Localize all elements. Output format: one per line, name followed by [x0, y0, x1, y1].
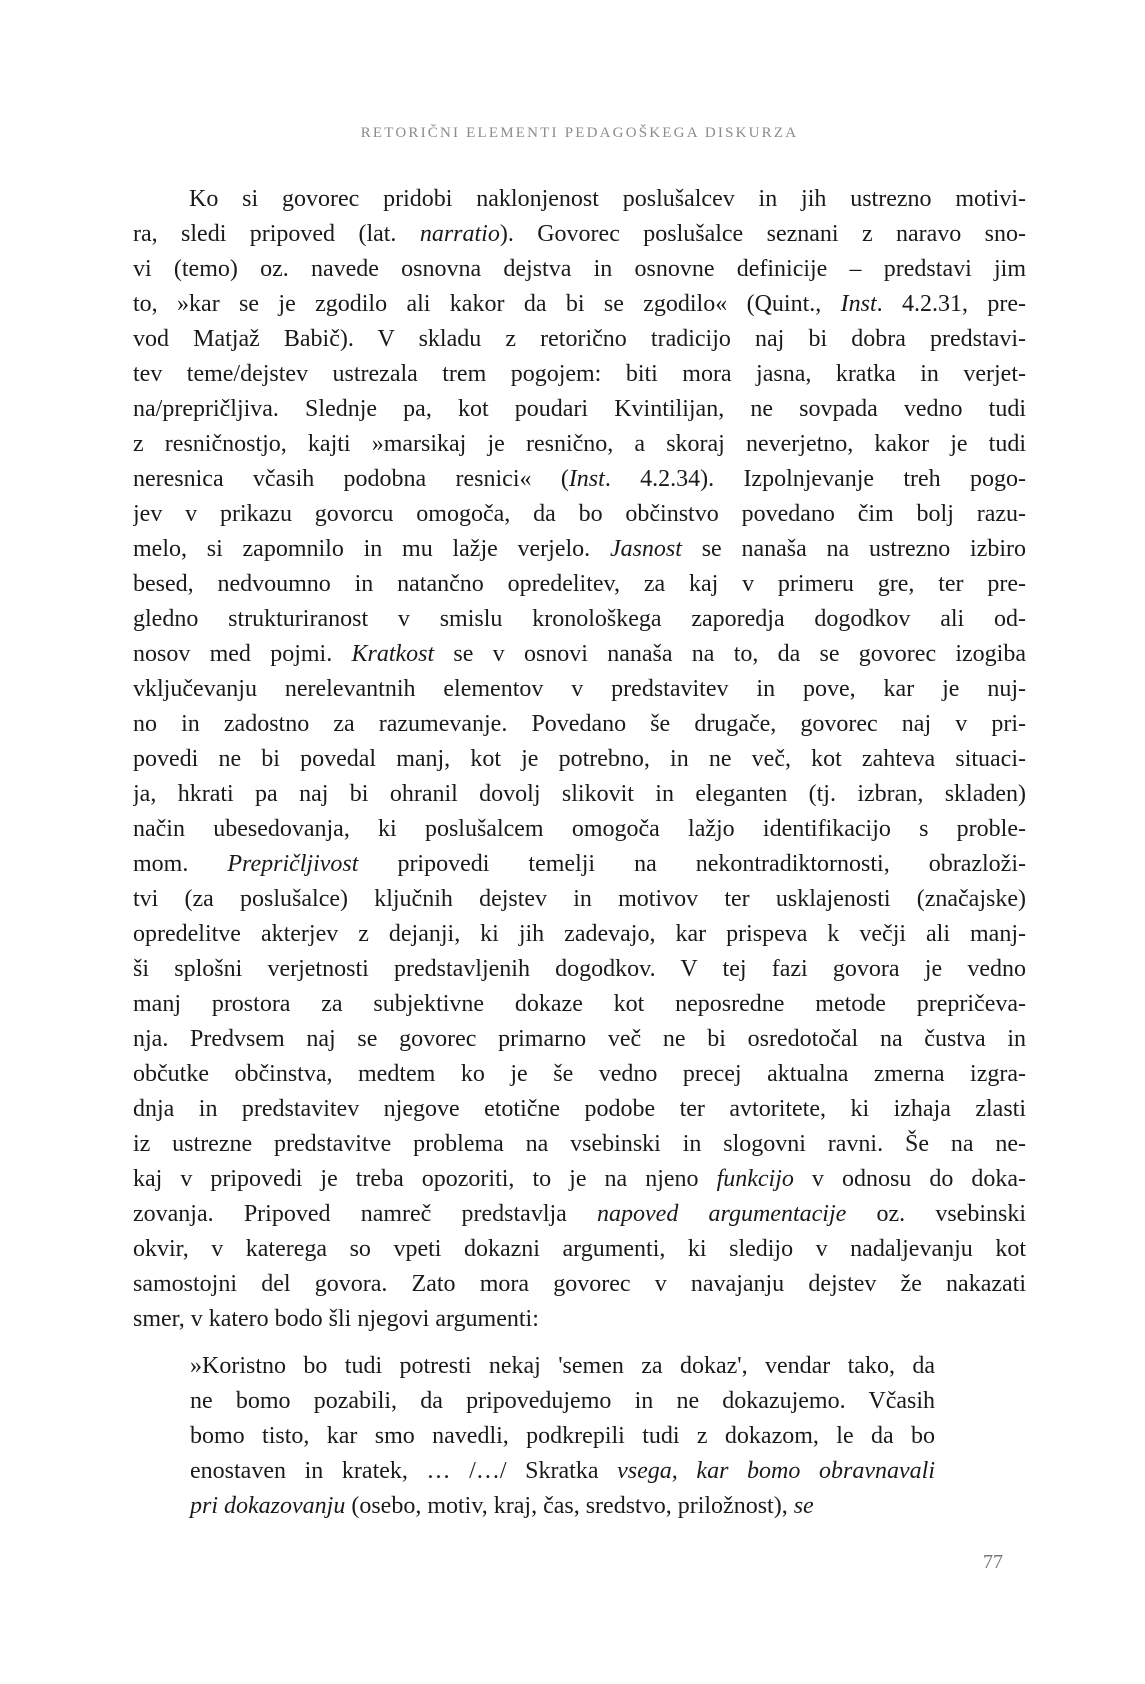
text-segment: to, »kar se je zgodilo ali kakor da bi se zgodilo« (Quint., — [133, 291, 841, 317]
text-line — [190, 1489, 935, 1524]
italic-text-segment: pri dokazovanju — [190, 1493, 346, 1519]
text-segment: vključevanju nerelevantnih elementov v predstavitev in pove, kar je nuj- — [133, 676, 1026, 702]
text-line — [133, 882, 1026, 917]
text-line — [133, 1162, 1026, 1197]
running-head: RETORIČNI ELEMENTI PEDAGOŠKEGA DISKURZA — [360, 125, 799, 141]
text-segment: samostojni del govora. Zato mora govorec v navajanju dejstev že nakazati — [133, 1271, 1026, 1297]
text-line — [133, 567, 1026, 602]
text-segment: okvir, v katerega so vpeti dokazni argumenti, ki sledijo v nadaljevanju kot — [133, 1236, 1026, 1262]
text-line — [190, 1419, 935, 1454]
main-paragraph — [133, 182, 1026, 1337]
italic-text-segment: narratio — [419, 221, 500, 247]
text-segment: oz. vsebinski — [846, 1201, 1026, 1227]
text-segment: . 4.2.34). Izpolnjevanje treh pogo- — [604, 466, 1026, 492]
text-segment: se nanaša na ustrezno izbiro — [681, 536, 1026, 562]
italic-text-segment: vsega, kar bomo obravnavali — [617, 1458, 936, 1484]
text-line — [133, 287, 1026, 322]
text-segment: zovanja. Pripoved namreč predstavlja — [133, 1201, 598, 1227]
text-segment: bomo tisto, kar smo navedli, podkrepili tudi z dokazom, le da bo — [190, 1423, 935, 1449]
text-line — [133, 1267, 1026, 1302]
text-line — [133, 742, 1026, 777]
text-line — [133, 392, 1026, 427]
text-segment: ra, sledi pripoved (lat. — [133, 221, 420, 247]
text-segment: nosov med pojmi. — [133, 641, 352, 667]
text-line — [133, 952, 1026, 987]
text-line — [133, 707, 1026, 742]
text-line — [133, 532, 1026, 567]
italic-text-segment: Jasnost — [609, 536, 682, 562]
text-segment: ja, hkrati pa naj bi ohranil dovolj slikovit in eleganten (tj. izbran, skladen) — [133, 781, 1026, 807]
italic-text-segment: Prepričljivost — [227, 851, 359, 877]
text-line — [133, 917, 1026, 952]
text-segment: »Koristno bo tudi potresti nekaj 'semen za dokaz', vendar tako, da — [190, 1353, 935, 1379]
text-line — [133, 602, 1026, 637]
text-line — [133, 672, 1026, 707]
text-line — [133, 322, 1026, 357]
text-segment: vod Matjaž Babič). V skladu z retorično tradicijo naj bi dobra predstavi- — [133, 326, 1026, 352]
text-segment: jev v prikazu govorcu omogoča, da bo občinstvo povedano čim bolj razu- — [133, 501, 1026, 527]
text-segment: ). Govorec poslušalce seznani z naravo sno- — [499, 221, 1026, 247]
text-segment: na/prepričljiva. Slednje pa, kot poudari Kvintilijan, ne sovpada vedno tudi — [133, 396, 1026, 422]
text-line — [133, 357, 1026, 392]
text-segment: neresnica včasih podobna resnici« ( — [133, 466, 569, 492]
text-segment: Ko si govorec pridobi naklonjenost poslušalcev in jih ustrezno motivi- — [189, 186, 1026, 212]
italic-text-segment: Kratkost — [351, 641, 435, 667]
text-line — [133, 1302, 1026, 1337]
text-segment: gledno strukturiranost v smislu kronološkega zaporedja dogodkov ali od- — [133, 606, 1026, 632]
text-segment: mom. — [133, 851, 228, 877]
text-line — [133, 1022, 1026, 1057]
text-line — [133, 812, 1026, 847]
text-segment: besed, nedvoumno in natančno opredelitev, za kaj v primeru gre, ter pre- — [133, 571, 1026, 597]
text-segment: kaj v pripovedi je treba opozoriti, to je na njeno — [133, 1166, 717, 1192]
text-segment: tvi (za poslušalce) ključnih dejstev in motivov ter usklajenosti (značajske) — [133, 886, 1026, 912]
text-line — [133, 1092, 1026, 1127]
text-line — [190, 1454, 935, 1489]
text-line — [133, 497, 1026, 532]
text-segment: dnja in predstavitev njegove etotične podobe ter avtoritete, ki izhaja zlasti — [133, 1096, 1026, 1122]
text-segment: iz ustrezne predstavitve problema na vsebinski in slogovni ravni. Še na ne- — [133, 1131, 1026, 1157]
text-line — [133, 637, 1026, 672]
text-segment: v odnosu do doka- — [793, 1166, 1026, 1192]
text-segment: povedi ne bi povedal manj, kot je potrebno, in ne več, kot zahteva situaci- — [133, 746, 1026, 772]
text-segment: občutke občinstva, medtem ko je še vedno precej aktualna zmerna izgra- — [133, 1061, 1026, 1087]
text-line — [133, 462, 1026, 497]
text-segment: smer, v katero bodo šli njegovi argumenti: — [133, 1306, 539, 1332]
text-line — [133, 777, 1026, 812]
block-quote — [190, 1349, 935, 1524]
italic-text-segment: se — [793, 1493, 814, 1519]
text-segment: ši splošni verjetnosti predstavljenih dogodkov. V tej fazi govora je vedno — [133, 956, 1026, 982]
italic-text-segment: funkcijo — [716, 1166, 794, 1192]
text-line — [133, 427, 1026, 462]
text-segment: pripovedi temelji na nekontradiktornosti, obrazloži- — [358, 851, 1026, 877]
text-line — [133, 217, 1026, 252]
text-segment: melo, si zapomnilo in mu lažje verjelo. — [133, 536, 610, 562]
text-line — [133, 847, 1026, 882]
text-segment: (osebo, motiv, kraj, čas, sredstvo, priložnost), — [345, 1493, 794, 1519]
text-segment: z resničnostjo, kajti »marsikaj je resnično, a skoraj neverjetno, kakor je tudi — [133, 431, 1026, 457]
page-number: 77 — [983, 1551, 1003, 1573]
text-segment: no in zadostno za razumevanje. Povedano še drugače, govorec naj v pri- — [133, 711, 1026, 737]
text-line — [190, 1349, 935, 1384]
text-segment: se v osnovi nanaša na to, da se govorec izogiba — [434, 641, 1026, 667]
text-segment: vi (temo) oz. navede osnovna dejstva in osnovne definicije – predstavi jim — [133, 256, 1026, 282]
text-segment: manj prostora za subjektivne dokaze kot neposredne metode prepričeva- — [133, 991, 1026, 1017]
italic-text-segment: Inst — [568, 466, 605, 492]
text-line — [190, 1384, 935, 1419]
page-content — [133, 182, 1026, 1524]
text-line — [133, 252, 1026, 287]
text-segment: tev teme/dejstev ustrezala trem pogojem: biti mora jasna, kratka in verjet- — [133, 361, 1026, 387]
text-line — [133, 1232, 1026, 1267]
text-segment: opredelitve akterjev z dejanji, ki jih zadevajo, kar prispeva k večji ali manj- — [133, 921, 1026, 947]
italic-text-segment: Inst — [840, 291, 877, 317]
text-segment: enostaven in kratek, … /…/ Skratka — [190, 1458, 618, 1484]
text-segment: . 4.2.31, pre- — [876, 291, 1026, 317]
text-line — [133, 182, 1026, 217]
text-segment: ne bomo pozabili, da pripovedujemo in ne dokazujemo. Včasih — [190, 1388, 935, 1414]
italic-text-segment: napoved argumentacije — [597, 1201, 847, 1227]
text-segment: način ubesedovanja, ki poslušalcem omogoča lažjo identifikacijo s proble- — [133, 816, 1026, 842]
text-line — [133, 987, 1026, 1022]
text-line — [133, 1057, 1026, 1092]
text-line — [133, 1197, 1026, 1232]
text-line — [133, 1127, 1026, 1162]
text-segment: nja. Predvsem naj se govorec primarno več ne bi osredotočal na čustva in — [133, 1026, 1026, 1052]
